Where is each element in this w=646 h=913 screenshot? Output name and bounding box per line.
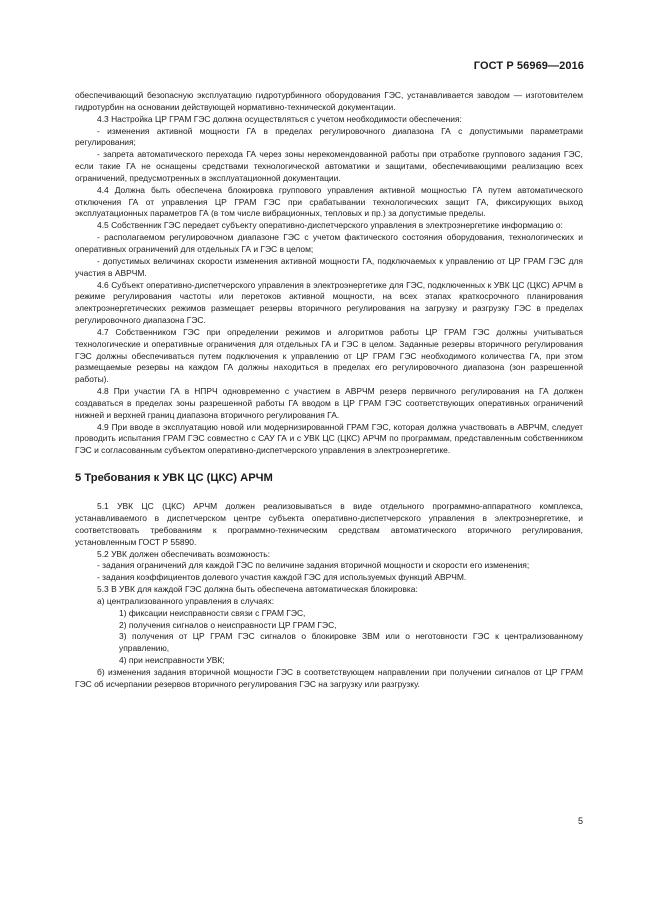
- paragraph: б) изменения задания вторичной мощности ГЭС в соответствующем направлении при получении сигналов от ЦР ГРАМ ГЭС об исчерпании резервов вторичного регулирования ГЭС на загрузку или разгрузку.: [75, 666, 583, 689]
- paragraph: 5.2 УВК должен обеспечивать возможность:: [97, 548, 271, 559]
- paragraph: - изменения активной мощности ГА в пределах регулировочного диапазона ГА с допустимыми параметрами регулирования;: [75, 125, 583, 148]
- paragraph: 4.9 При вводе в эксплуатацию новой или модернизированной ГРАМ ГЭС, которая должна участвовать в АВРЧМ, следует проводить испытания ГРАМ ГЭС совместно с САУ ГА и с УВК ЦС (ЦКС) АРЧМ по программам, представленным собственником ГЭС и согласованным субъектом оперативно-диспетчерского управления в электроэнергетике.: [75, 421, 583, 456]
- paragraph: - запрета автоматического перехода ГА через зоны нерекомендованной работы при отработке группового задания ГЭС, если такие ГА не оснащены средствами технологической автоматики и защитами, обеспечивающими реализацию всех ограничений, предусмотренных в эксплуатационной документации.: [75, 149, 583, 183]
- paragraph: - задания ограничений для каждой ГЭС по величине задания вторичной мощности и скорости его изменения;: [97, 560, 530, 571]
- list-item: 3) получения от ЦР ГРАМ ГЭС сигналов о блокировке ЗВМ или о неготовности ГЭС к централизованному управлению,: [119, 631, 583, 654]
- paragraph: 5.1 УВК ЦС (ЦКС) АРЧМ должен реализовываться в виде отдельного программно-аппаратного комплекса, устанавливаемого в диспетчерском центре субъекта оперативно-диспетчерского управления в электроэнергетике, и соответствовать требованиям к программно-техническим средствам автоматического вторичного регулирования, установленным ГОСТ Р 55890.: [75, 501, 583, 547]
- paragraph: - задания коэффициентов долевого участия каждой ГЭС для используемых функций АВРЧМ.: [97, 572, 467, 583]
- paragraph: 4.7 Собственником ГЭС при определении режимов и алгоритмов работы ЦР ГРАМ ГЭС должны учитываться технологические и оперативные ограничения для отдельных ГА и ГЭС в целом. Заданные резервы вторичного регулирования ГЭС должны обеспечиваться путем подключения к управлению от ЦР ГРАМ ГЭС необходимого количества ГА, при этом размещаемые резервы на каждом ГА должны находиться в пределах его регулировочного диапазона (зон разрешенной работы).: [75, 326, 583, 385]
- paragraph: а) централизованного управления в случаях:: [97, 595, 275, 606]
- paragraph: 5.3 В УВК для каждой ГЭС должна быть обеспечена автоматическая блокировка:: [97, 584, 418, 595]
- document-body: [75, 90, 583, 691]
- paragraph: - допустимых величинах скорости изменения активной мощности ГА, подключаемых к управлению от ЦР ГРАМ ГЭС для участия в АВРЧМ.: [75, 255, 583, 278]
- paragraph: обеспечивающий безопасную эксплуатацию гидротурбинного оборудования ГЭС, устанавливается заводом — изготовителем гидротурбин на основании действующей нормативно-технической документации.: [75, 90, 583, 112]
- list-item: 1) фиксации неисправности связи с ГРАМ ГЭС,: [119, 607, 306, 618]
- paragraph: 4.6 Субъект оперативно-диспетчерского управления в электроэнергетике для ГЭС, подключенных к УВК ЦС (ЦКС) АРЧМ в режиме регулирования частоты или перетоков активной мощности, на всех этапах краткосрочного планирования электроэнергетических режимов размещает резервы вторичного регулирования на загрузку и разгрузку ГЭС в пределах регулировочного диапазона ГЭС.: [75, 279, 583, 326]
- document-code: ГОСТ Р 56969—2016: [473, 60, 584, 72]
- page-number: 5: [577, 816, 583, 826]
- paragraph: - располагаемом регулировочном диапазоне ГЭС с учетом фактического состояния оборудования, технологических и оперативных ограничений для отдельных ГА и ГЭС в целом;: [75, 232, 583, 254]
- paragraph: 4.5 Собственник ГЭС передает субъекту оперативно-диспетчерского управления в электроэнергетике информацию о:: [97, 220, 563, 231]
- paragraph: 4.8 При участии ГА в НПРЧ одновременно с участием в АВРЧМ резерв первичного регулирования на ГА должен создаваться в пределах зоны разрешенной работы ГА вводом в ЦР ГРАМ ГЭС соответствующих оперативных ограничений нижней и верхней границ диапазона вторичного регулирования ГА.: [75, 386, 583, 420]
- section-heading: 5 Требования к УВК ЦС (ЦКС) АРЧМ: [75, 472, 273, 485]
- list-item: 2) получения сигналов о неисправности ЦР ГРАМ ГЭС,: [119, 619, 337, 630]
- paragraph: 4.3 Настройка ЦР ГРАМ ГЭС должна осуществляться с учетом необходимости обеспечения:: [97, 113, 462, 124]
- paragraph: 4.4 Должна быть обеспечена блокировка группового управления активной мощностью ГА путем автоматического отключения ГА от управления ЦР ГРАМ ГЭС при срабатывании технологических защит ГА, фиксирующих выход эксплуатационных параметров ГА (в том числе вибрационных, тепловых и пр.) за допустимые пределы.: [75, 184, 583, 219]
- list-item: 4) при неисправности УВК;: [119, 655, 225, 666]
